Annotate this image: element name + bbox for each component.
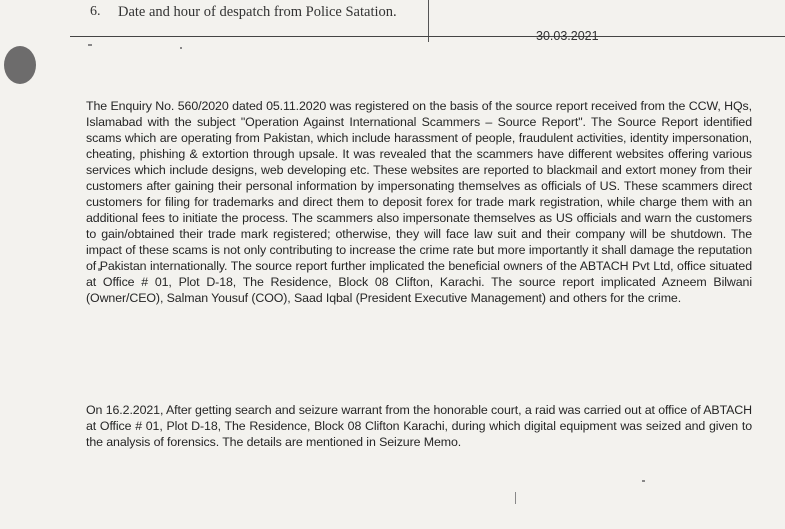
scan-speck	[88, 44, 92, 46]
paragraph-raid-details: On 16.2.2021, After getting search and seizure warrant from the honorable court, a raid was carried out at office of ABTACH at Office # 01, Plot D-18, The Residence, Block 08 Clifton Karachi, during which digital equipment was seized and given to the analysis of forensics. The details are mentioned in Seizure Memo.	[86, 403, 752, 449]
punch-hole	[4, 46, 36, 84]
scan-speck	[642, 480, 645, 482]
row-number: 6.	[90, 4, 101, 19]
scan-speck	[515, 492, 516, 504]
paragraph-enquiry-details: The Enquiry No. 560/2020 dated 05.11.2020 was registered on the basis of the source report received from the CCW, HQs, Islamabad with the subject "Operation Against International Scammers – Source Report". The Source Report identified scams which are operating from Pakistan, which include harassment of people, fraudulent activities, identity impersonation, cheating, phishing & extortion through upsale. It was revealed that the scammers have different websites offering various services which include designs, web developing etc. These websites are reported to blackmail and extort money from their customers after gaining their personal information by impersonating themselves as officials of US. These scammers direct customers for filing for trademarks and direct them to deposit forex for trade mark registration, while charge them with an additional fees to initiate the process. The scammers also impersonate themselves as US officials and warn the customers to gain/obtained their trade mark registered; otherwise, they will face law suit and their company will be shutdown. The impact of these scams is not only contributing to increase the crime rate but more importantly it shall damage the reputation of Pakistan internationally. The source report further implicated the beneficial owners of the ABTACH Pvt Ltd, office situated at Office # 01, Plot D-18, The Residence, Block 08 Clifton, Karachi. The source report implicated Azneem Bilwani (Owner/CEO), Salman Yousuf (COO), Saad Iqbal (President Executive Management) and others for the crime.	[86, 99, 752, 305]
scan-speck	[180, 47, 182, 49]
row-label: Date and hour of despatch from Police Satation.	[118, 4, 397, 20]
table-divider-horizontal	[70, 36, 785, 37]
despatch-date-value: 30.03.2021	[536, 29, 599, 43]
form-row-despatch	[70, 0, 785, 43]
